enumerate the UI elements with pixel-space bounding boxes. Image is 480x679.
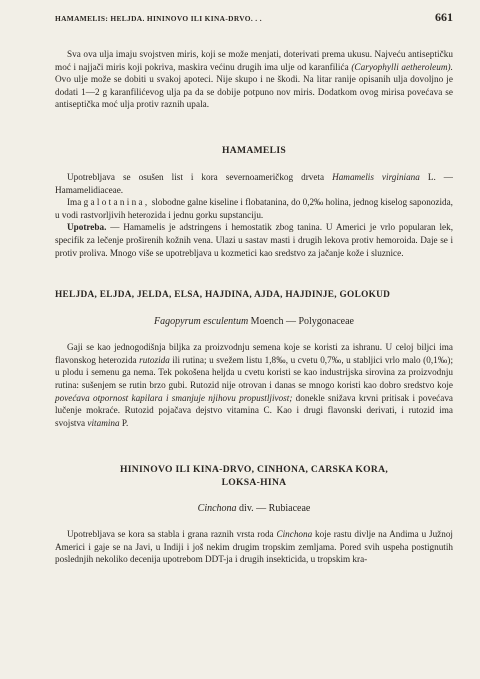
latin-name: Cinchona	[197, 503, 237, 515]
running-header	[55, 10, 453, 30]
emphasis: vitamina	[87, 417, 120, 428]
emphasis: povećava otpornost kapilara i smanjuje njihovu propustljivost;	[55, 392, 293, 403]
text-run: ili rutina; u svežem listu 1,8‰, u cvetu 0,7‰, u stabljici vrlo malo (0,1‰); u plodu i semenu ga nema. Tek pokošena heljda u cvetu koristi se kao industrijska sirovina za proizvodnju rutina: sušenjem se rutin brzo gubi. Rutozid nije otrovan i danas se mnogo koristi kao dobro sredstvo koje	[55, 354, 454, 390]
section-title-hininovo	[55, 463, 453, 489]
spaced-term: galotanina,	[83, 197, 150, 208]
hamamelis-paragraph-3	[55, 221, 453, 259]
latin-name: Fagopyrum esculentum	[154, 316, 249, 328]
text-run: Ovo ulje može se dobiti u svakoj apoteci. Nije skupo i ne škodi. Na litar ranije opisanih ulja dovoljno je dodati 1—2 g karanfilićevog ulja pa da se dobije potpuno nov miris. Dodatkom ovog mirisa povećava se antiseptička moć ulja protiv raznih upala.	[55, 74, 453, 110]
latin-term: (Caryophylli aetheroleum).	[351, 61, 453, 72]
latin-term: rutozida	[139, 354, 170, 365]
running-title: HAMAMELIS: HELJDA. HININOVO ILI KINA-DRVO. . .	[55, 14, 262, 23]
text-run: slobodne galne kiseline i flobatanina, do 0,2‰ holina, jednog kiselog saponozida, u vodi rastvorljivih heterozida i jednu gorku supstanciju.	[55, 197, 453, 220]
text-run: Sva ova ulja imaju svojstven miris, koji se može menjati, doterivati prema ukusu. Najveću antiseptičku moć i najjači miris koji pokriva, maskira većinu drugih ima ulje od karanfilića	[55, 49, 453, 72]
family-name: Moench — Polygonaceae	[248, 316, 354, 328]
paragraph-lead: Upotreba.	[67, 222, 107, 233]
heljda-section	[55, 341, 453, 429]
latin-term: Cinchona	[276, 529, 313, 540]
title-line: HININOVO ILI KINA-DRVO, CINHONA, CARSKA KORA,	[119, 464, 389, 476]
hininovo-section	[55, 528, 453, 566]
hamamelis-paragraph-2	[55, 196, 453, 221]
text-run: P.	[119, 417, 129, 428]
text-run: koje rastu divlje na Andima u Južnoj Americi i gaje se na Javi, u Indiji i još nekim drugim tropskim zemljama. Pored svih uspeha postignutih poslednjih nekoliko decenija upotrebom DDT-ja i drugih insekticida, u tropskim kra-	[55, 529, 453, 565]
text-run: — Hamamelis je adstringens i hemostatik zbog tanina. U Americi je vrlo popularan lek, specifik za lečenje proširenih kožnih vena. Ulazi u sastav masti i drugih lekova protiv hemoroida. Daje se i protiv proliva. Mnogo više se upotrebljava u kozmetici kao sredstvo za jačanje kože i sluznice.	[55, 222, 453, 258]
family-name: div. — Rubiaceae	[236, 503, 311, 515]
title-line: LOKSA-HINA	[221, 477, 287, 489]
text-run: L. — Hamamelidiaceae.	[55, 171, 453, 195]
heljda-paragraph-1	[55, 341, 453, 429]
text-run: donekle snižava krvni pritisak i povećava lučenje mokraće. Rutozid pojačava dejstvo vitamina C. Kao i drugi flavonski derivati, i rutozid ima svojstva	[55, 392, 453, 428]
text-run: Upotrebljava se osušen list i kora severnoameričkog drveta	[67, 171, 333, 182]
intro-section	[55, 48, 453, 111]
section-title-hamamelis: HAMAMELIS	[222, 144, 286, 156]
latin-term: Hamamelis virginiana	[332, 171, 420, 182]
heljda-botanical-name	[55, 315, 453, 328]
hamamelis-section	[55, 171, 453, 259]
text-run: Upotrebljava se kora sa stabla i grana raznih vrsta roda	[67, 529, 277, 540]
page-number: 661	[435, 10, 453, 24]
hamamelis-paragraph-1	[55, 171, 453, 196]
section-title-heljda: HELJDA, ELJDA, JELDA, ELSA, HAJDINA, AJDA, HAJDINJE, GOLOKUD	[55, 290, 391, 301]
hininovo-botanical-name	[55, 502, 453, 515]
hininovo-paragraph-1	[55, 528, 453, 566]
intro-paragraph	[55, 48, 453, 111]
text-run: Gaji se kao jednogodišnja biljka za proizvodnju semena koje se koristi za ishranu. U celoj biljci ima flavonskog heterozida	[55, 342, 453, 365]
text-run: Ima	[67, 197, 84, 208]
